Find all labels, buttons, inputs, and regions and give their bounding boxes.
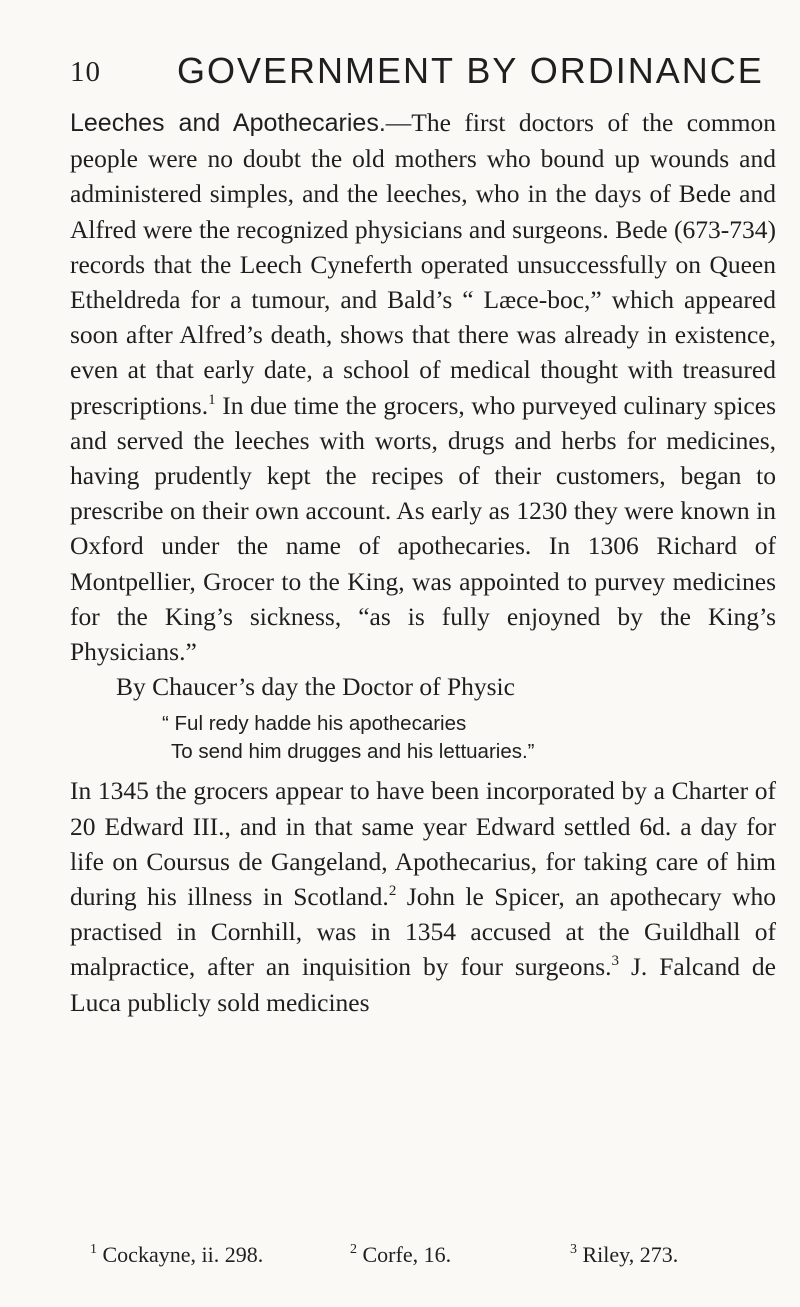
footnote-ref-3: 3 [611, 953, 620, 970]
page-number: 10 [70, 56, 101, 88]
body-text [70, 105, 776, 1020]
footnote-mark: 2 [350, 1242, 357, 1257]
verse-line: To send him drugges and his lettuaries.” [171, 740, 535, 764]
running-title: GOVERNMENT BY ORDINANCE [177, 50, 764, 91]
footnote-text: Riley, 273. [577, 1242, 679, 1267]
footnotes [90, 1240, 780, 1270]
page-header [70, 50, 770, 94]
section-heading: Leeches and Apothecaries. [70, 109, 386, 137]
footnote-mark: 3 [570, 1242, 577, 1257]
footnote [350, 1240, 570, 1270]
paragraph-chaucer: By Chaucer’s day the Doctor of Physic [116, 672, 515, 702]
verse-quotation [162, 710, 776, 766]
footnote-ref-2: 2 [388, 883, 397, 900]
paragraph-text: J. Falcand de Luca publicly sold medicines [70, 952, 776, 1017]
paragraph-text: In 1345 the grocers appear to have been incorporated by a Charter of 20 Edward III., and in that same year Edward settled 6d. a day for life on Coursus de Gangeland, Apothecarius, for taking care of him during his illness in Scotland. [70, 776, 776, 912]
footnote-mark: 1 [90, 1242, 97, 1257]
paragraph-grocers [70, 773, 776, 1019]
footnote-text: Corfe, 16. [357, 1242, 452, 1267]
footnote-ref-1: 1 [208, 391, 216, 408]
paragraph-leeches [70, 105, 776, 669]
footnote [90, 1240, 350, 1270]
paragraph-text: John le Spicer, an apothecary who practised in Cornhill, was in 1354 accused at the Guildhall of malpractice, after an inquisition by four surgeons. [70, 882, 776, 982]
footnote-text: Cockayne, ii. 298. [97, 1242, 264, 1267]
paragraph-text: In due time the grocers, who purveyed culinary spices and served the leeches with worts, drugs and herbs for medicines, having prudently kept the recipes of their customers, began to prescribe on their own account. As early as 1230 they were known in Oxford under the name of apothecaries. In 1306 Richard of Montpellier, Grocer to the King, was appointed to purvey medicines for the King’s sickness, “as is fully enjoyned by the King’s Physicians.” [70, 390, 776, 667]
paragraph-text: —The first doctors of the common people were no doubt the old mothers who bound up wounds and administered simples, and the leeches, who in the days of Bede and Alfred were the recognized physicians and surgeons. Bede (673-734) records that the Leech Cyneferth operated unsuccessfully on Queen Etheldreda for a tumour, and Bald’s “ Læce-boc,” which appeared soon after Alfred’s death, shows that there was already in existence, even at that early date, a school of medical thought with treasured prescriptions. [70, 108, 776, 420]
verse-line: “ Ful redy hadde his apothecaries [162, 712, 467, 736]
footnote [570, 1240, 678, 1270]
